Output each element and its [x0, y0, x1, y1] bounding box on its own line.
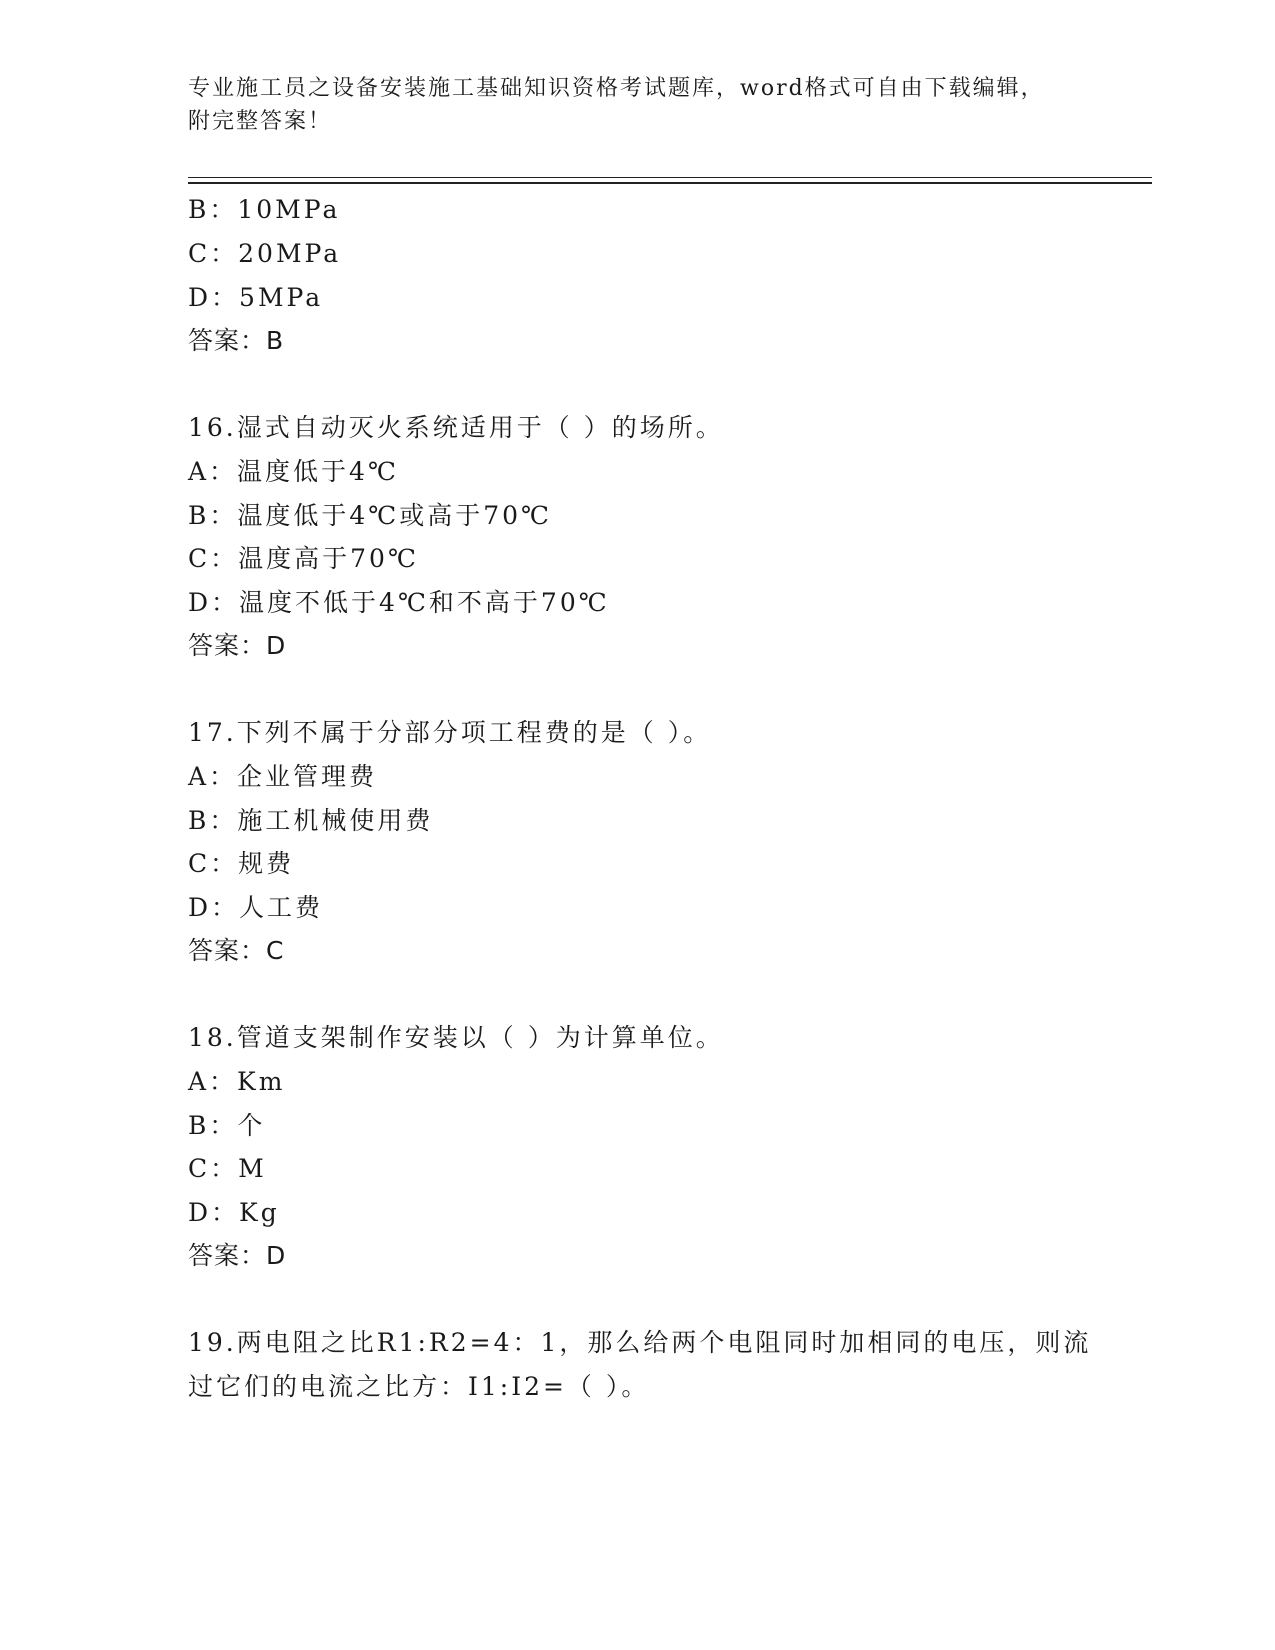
header-line-2: 附完整答案！: [188, 109, 333, 134]
q19-question-line-1: 19.两电阻之比R1:R2=4：1，那么给两个电阻同时加相同的电压，则流: [188, 1328, 1092, 1357]
q16-option-d: D：温度不低于4℃和不高于70℃: [188, 588, 610, 617]
q15-option-d: D：5MPa: [188, 283, 324, 312]
q16-option-a: A：温度低于4℃: [188, 457, 399, 486]
q18-answer: 答案：D: [188, 1241, 287, 1270]
q18-question: 18.管道支架制作安装以（ ）为计算单位。: [188, 1023, 724, 1052]
q15-option-c: C：20MPa: [188, 239, 342, 268]
q17-option-b: B：施工机械使用费: [188, 806, 434, 835]
q16-answer: 答案：D: [188, 631, 287, 660]
q17-option-d: D：人工费: [188, 893, 324, 922]
q18-option-d: D：Kg: [188, 1198, 280, 1227]
header-line-1: 专业施工员之设备安装施工基础知识资格考试题库，word格式可自由下载编辑，: [188, 76, 1045, 101]
q18-option-a: A：Km: [188, 1067, 286, 1096]
q16-question: 16.湿式自动灭火系统适用于（ ）的场所。: [188, 413, 724, 442]
header-divider-top: [188, 177, 1152, 178]
q17-option-c: C：规费: [188, 849, 295, 878]
q17-answer: 答案：C: [188, 936, 285, 965]
q17-option-a: A：企业管理费: [188, 762, 378, 791]
q17-question: 17.下列不属于分部分项工程费的是（ ）。: [188, 718, 712, 747]
q18-option-c: C：M: [188, 1154, 267, 1183]
document-header: [188, 72, 1068, 138]
q16-option-c: C：温度高于70℃: [188, 544, 419, 573]
q16-option-b: B：温度低于4℃或高于70℃: [188, 501, 553, 530]
header-divider-bottom: [188, 182, 1152, 184]
q19-question-line-2: 过它们的电流之比方：I1:I2=（ ）。: [188, 1372, 650, 1401]
q15-answer: 答案：B: [188, 326, 285, 355]
q18-option-b: B：个: [188, 1111, 266, 1140]
q15-option-b: B：10MPa: [188, 195, 341, 224]
